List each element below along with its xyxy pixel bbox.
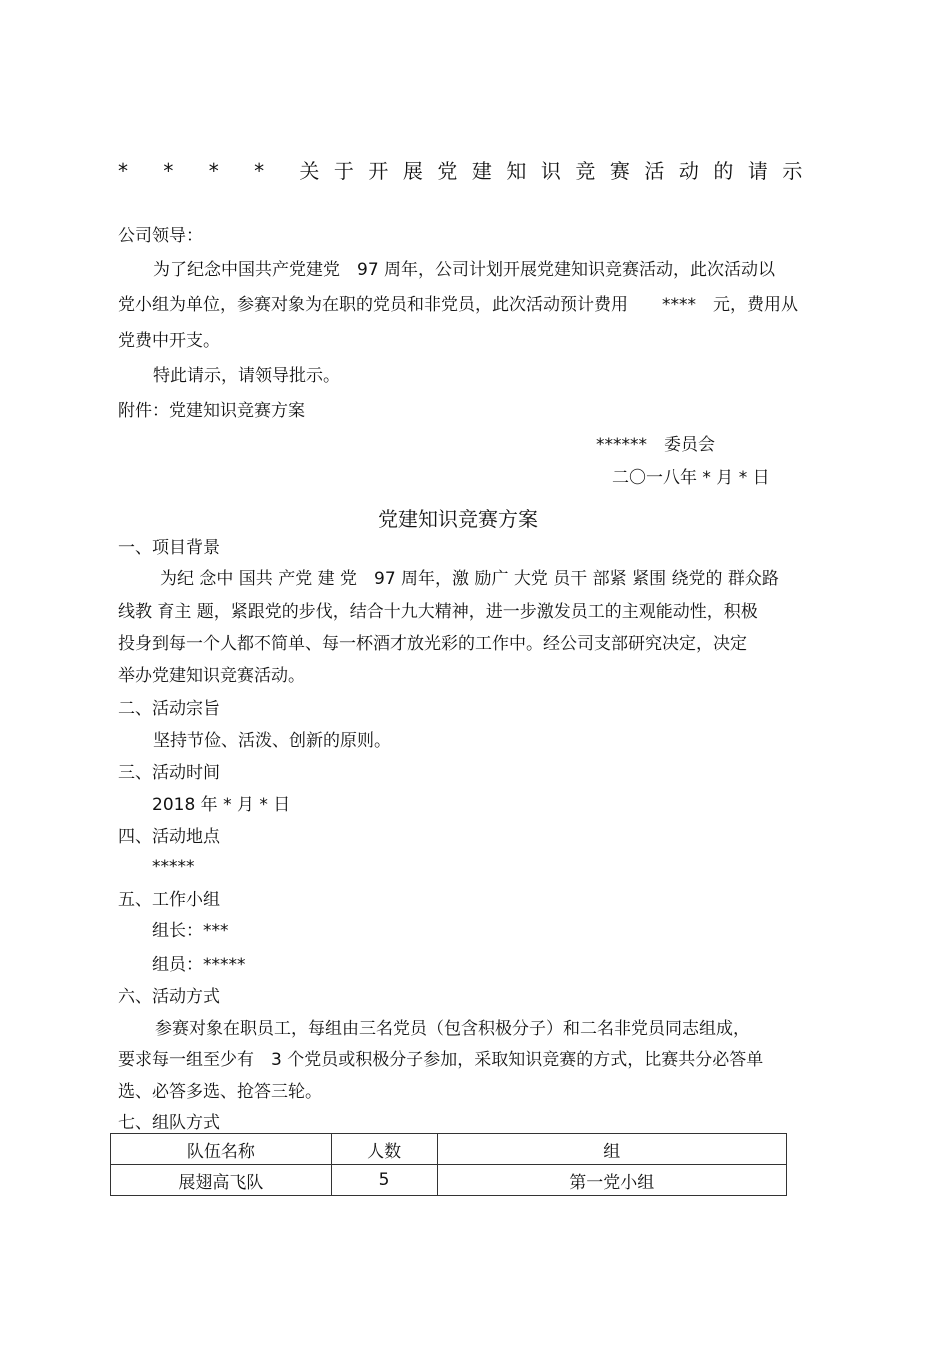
table-header-row xyxy=(111,1134,787,1165)
section-text: 投身到每一个人都不简单、每一杯酒才放光彩的工作中。经公司支部研究决定，决定 xyxy=(118,634,747,654)
table-cell: 5 xyxy=(331,1165,437,1196)
section-text: 参赛对象在职员工，每组由三名党员（包含积极分子）和二名非党员同志组成， xyxy=(155,1019,750,1039)
request-body-line: 为了纪念中国共产党建党 97 周年，公司计划开展党建知识竞赛活动，此次活动以 xyxy=(153,260,776,280)
signer: ****** 委员会 xyxy=(596,435,715,455)
section-heading: 七、组队方式 xyxy=(118,1113,220,1133)
table-header-cell: 组 xyxy=(437,1134,786,1165)
closing-line: 特此请示，请领导批示。 xyxy=(153,366,340,386)
table-row xyxy=(111,1165,787,1196)
section-text: ***** xyxy=(152,857,195,877)
section-text: 组员：***** xyxy=(152,955,246,975)
section-heading: 三、活动时间 xyxy=(118,763,220,783)
section-text: 线教 育主 题，紧跟党的步伐，结合十九大精神，进一步激发员工的主观能动性，积极 xyxy=(118,602,758,622)
section-heading: 一、项目背景 xyxy=(118,538,220,558)
request-body-line: 党小组为单位，参赛对象为在职的党员和非党员，此次活动预计费用 **** 元，费用从 xyxy=(118,295,798,315)
team-table xyxy=(110,1133,787,1196)
table-cell: 第一党小组 xyxy=(437,1165,786,1196)
table-header-cell: 队伍名称 xyxy=(111,1134,332,1165)
request-body-line: 党费中开支。 xyxy=(118,331,220,351)
section-text: 2018 年 * 月 * 日 xyxy=(152,795,291,815)
salutation: 公司领导： xyxy=(118,226,203,246)
section-text: 组长：*** xyxy=(152,921,229,941)
attachment-line: 附件：党建知识竞赛方案 xyxy=(118,401,305,421)
section-text: 选、必答多选、抢答三轮。 xyxy=(118,1082,322,1102)
request-title: * * * * 关于开展党建知识竞赛活动的请示 xyxy=(118,159,817,183)
section-heading: 六、活动方式 xyxy=(118,987,220,1007)
section-heading: 二、活动宗旨 xyxy=(118,699,220,719)
section-text: 坚持节俭、活泼、创新的原则。 xyxy=(153,731,391,751)
plan-title: 党建知识竞赛方案 xyxy=(378,507,538,531)
table-cell: 展翅高飞队 xyxy=(111,1165,332,1196)
section-text: 举办党建知识竞赛活动。 xyxy=(118,666,305,686)
section-heading: 四、活动地点 xyxy=(118,827,220,847)
date: 二〇一八年 * 月 * 日 xyxy=(612,468,770,488)
section-text: 要求每一组至少有 3 个党员或积极分子参加，采取知识竞赛的方式，比赛共分必答单 xyxy=(118,1050,764,1070)
section-heading: 五、工作小组 xyxy=(118,890,220,910)
table-header-cell: 人数 xyxy=(331,1134,437,1165)
section-text: 为纪 念中 国共 产党 建 党 97 周年，激 励广 大党 员干 部紧 紧围 绕党的 群众路 xyxy=(160,569,779,589)
